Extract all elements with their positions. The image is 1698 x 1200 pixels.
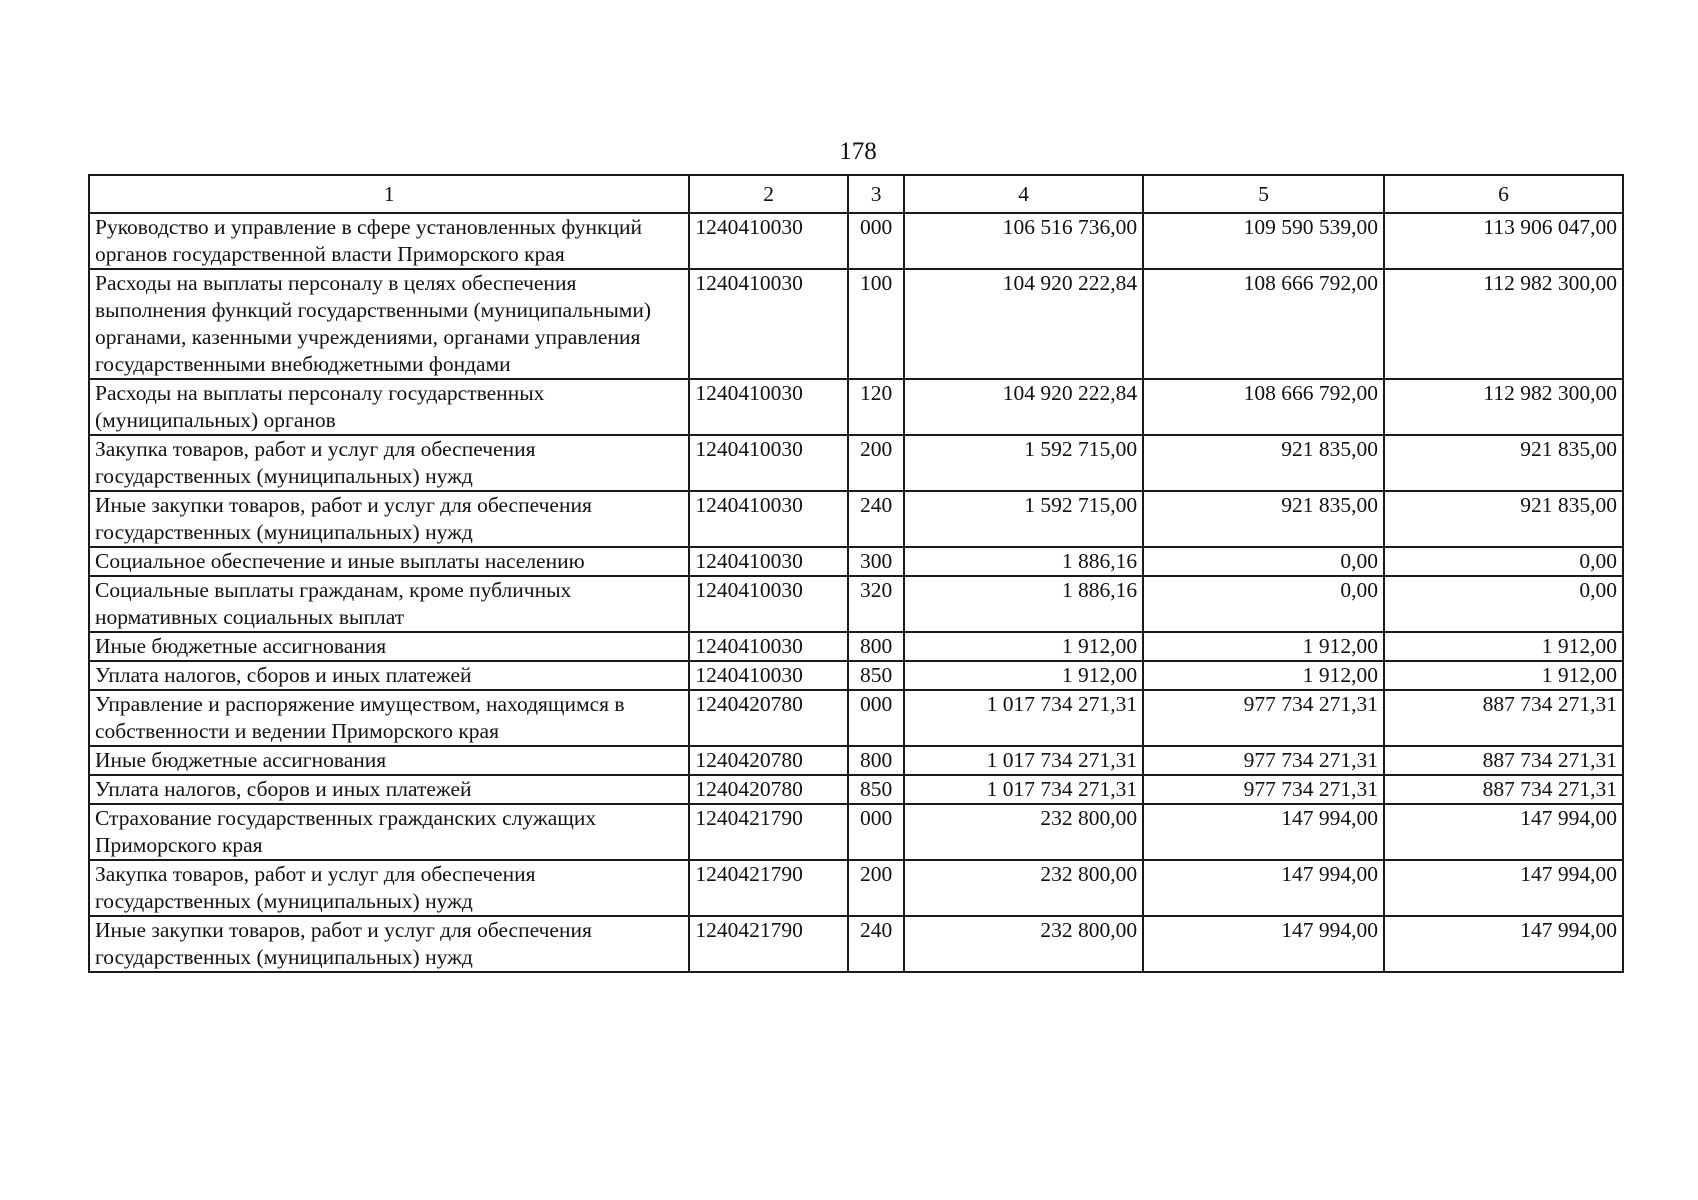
expense-type-cell: 320 — [848, 576, 904, 632]
amount-col6-cell: 113 906 047,00 — [1384, 213, 1623, 269]
amount-col6-cell: 147 994,00 — [1384, 860, 1623, 916]
row-name-cell: Закупка товаров, работ и услуг для обеспечения государственных (муниципальных) нужд — [89, 435, 689, 491]
expense-type-cell: 100 — [848, 269, 904, 379]
expense-type-cell: 200 — [848, 860, 904, 916]
column-header: 4 — [904, 175, 1143, 213]
row-name-cell: Уплата налогов, сборов и иных платежей — [89, 661, 689, 690]
expense-type-cell: 240 — [848, 491, 904, 547]
table-row — [89, 860, 1623, 916]
amount-col6-cell: 887 734 271,31 — [1384, 690, 1623, 746]
row-name-cell: Иные закупки товаров, работ и услуг для обеспечения государственных (муниципальных) нужд — [89, 916, 689, 972]
row-name-cell: Иные бюджетные ассигнования — [89, 632, 689, 661]
amount-col5-cell: 977 734 271,31 — [1143, 775, 1384, 804]
table-row — [89, 213, 1623, 269]
row-name-cell: Управление и распоряжение имуществом, находящимся в собственности и ведении Приморского края — [89, 690, 689, 746]
row-name-cell: Иные бюджетные ассигнования — [89, 746, 689, 775]
amount-col5-cell: 147 994,00 — [1143, 916, 1384, 972]
row-name-cell: Иные закупки товаров, работ и услуг для обеспечения государственных (муниципальных) нужд — [89, 491, 689, 547]
amount-col6-cell: 0,00 — [1384, 576, 1623, 632]
row-name-cell: Социальное обеспечение и иные выплаты населению — [89, 547, 689, 576]
expense-type-cell: 120 — [848, 379, 904, 435]
amount-col6-cell: 1 912,00 — [1384, 632, 1623, 661]
amount-col4-cell: 232 800,00 — [904, 804, 1143, 860]
amount-col4-cell: 1 592 715,00 — [904, 435, 1143, 491]
amount-col4-cell: 1 017 734 271,31 — [904, 690, 1143, 746]
amount-col6-cell: 147 994,00 — [1384, 804, 1623, 860]
table-row — [89, 690, 1623, 746]
table-row — [89, 916, 1623, 972]
amount-col6-cell: 921 835,00 — [1384, 491, 1623, 547]
expense-type-cell: 850 — [848, 661, 904, 690]
target-article-cell: 1240410030 — [689, 491, 848, 547]
column-header: 3 — [848, 175, 904, 213]
target-article-cell: 1240410030 — [689, 269, 848, 379]
expense-type-cell: 240 — [848, 916, 904, 972]
target-article-cell: 1240410030 — [689, 661, 848, 690]
amount-col4-cell: 104 920 222,84 — [904, 269, 1143, 379]
target-article-cell: 1240420780 — [689, 746, 848, 775]
table-row — [89, 632, 1623, 661]
target-article-cell: 1240421790 — [689, 860, 848, 916]
amount-col6-cell: 112 982 300,00 — [1384, 269, 1623, 379]
table-row — [89, 435, 1623, 491]
amount-col4-cell: 1 592 715,00 — [904, 491, 1143, 547]
amount-col6-cell: 887 734 271,31 — [1384, 775, 1623, 804]
table-row — [89, 746, 1623, 775]
amount-col6-cell: 0,00 — [1384, 547, 1623, 576]
amount-col6-cell: 147 994,00 — [1384, 916, 1623, 972]
amount-col4-cell: 1 886,16 — [904, 576, 1143, 632]
amount-col4-cell: 106 516 736,00 — [904, 213, 1143, 269]
table-row — [89, 491, 1623, 547]
column-header-row — [89, 175, 1623, 213]
row-name-cell: Расходы на выплаты персоналу в целях обеспечения выполнения функций государственными (муниципальными) органами, казенными учреждениями, органами управления государственными внебюджетными фондами — [89, 269, 689, 379]
row-name-cell: Уплата налогов, сборов и иных платежей — [89, 775, 689, 804]
row-name-cell: Расходы на выплаты персоналу государственных (муниципальных) органов — [89, 379, 689, 435]
amount-col5-cell: 921 835,00 — [1143, 435, 1384, 491]
table-row — [89, 576, 1623, 632]
amount-col6-cell: 887 734 271,31 — [1384, 746, 1623, 775]
amount-col4-cell: 1 912,00 — [904, 661, 1143, 690]
target-article-cell: 1240410030 — [689, 632, 848, 661]
amount-col5-cell: 1 912,00 — [1143, 632, 1384, 661]
target-article-cell: 1240410030 — [689, 379, 848, 435]
target-article-cell: 1240421790 — [689, 804, 848, 860]
column-header: 2 — [689, 175, 848, 213]
expense-type-cell: 200 — [848, 435, 904, 491]
amount-col5-cell: 977 734 271,31 — [1143, 690, 1384, 746]
row-name-cell: Страхование государственных гражданских служащих Приморского края — [89, 804, 689, 860]
target-article-cell: 1240421790 — [689, 916, 848, 972]
target-article-cell: 1240420780 — [689, 690, 848, 746]
amount-col6-cell: 1 912,00 — [1384, 661, 1623, 690]
amount-col5-cell: 921 835,00 — [1143, 491, 1384, 547]
table-row — [89, 379, 1623, 435]
budget-table — [88, 174, 1624, 973]
amount-col4-cell: 1 912,00 — [904, 632, 1143, 661]
row-name-cell: Руководство и управление в сфере установленных функций органов государственной власти Приморского края — [89, 213, 689, 269]
expense-type-cell: 000 — [848, 804, 904, 860]
table-row — [89, 804, 1623, 860]
table-row — [89, 775, 1623, 804]
column-header: 6 — [1384, 175, 1623, 213]
amount-col4-cell: 1 886,16 — [904, 547, 1143, 576]
amount-col4-cell: 104 920 222,84 — [904, 379, 1143, 435]
amount-col5-cell: 108 666 792,00 — [1143, 379, 1384, 435]
target-article-cell: 1240410030 — [689, 576, 848, 632]
target-article-cell: 1240420780 — [689, 775, 848, 804]
row-name-cell: Социальные выплаты гражданам, кроме публичных нормативных социальных выплат — [89, 576, 689, 632]
target-article-cell: 1240410030 — [689, 213, 848, 269]
amount-col6-cell: 921 835,00 — [1384, 435, 1623, 491]
expense-type-cell: 850 — [848, 775, 904, 804]
table-row — [89, 547, 1623, 576]
amount-col5-cell: 108 666 792,00 — [1143, 269, 1384, 379]
expense-type-cell: 800 — [848, 746, 904, 775]
expense-type-cell: 000 — [848, 690, 904, 746]
amount-col4-cell: 1 017 734 271,31 — [904, 746, 1143, 775]
amount-col4-cell: 232 800,00 — [904, 916, 1143, 972]
amount-col5-cell: 109 590 539,00 — [1143, 213, 1384, 269]
target-article-cell: 1240410030 — [689, 435, 848, 491]
amount-col6-cell: 112 982 300,00 — [1384, 379, 1623, 435]
amount-col5-cell: 147 994,00 — [1143, 804, 1384, 860]
amount-col4-cell: 1 017 734 271,31 — [904, 775, 1143, 804]
row-name-cell: Закупка товаров, работ и услуг для обеспечения государственных (муниципальных) нужд — [89, 860, 689, 916]
amount-col5-cell: 147 994,00 — [1143, 860, 1384, 916]
page-number: 178 — [839, 138, 877, 165]
column-header: 1 — [89, 175, 689, 213]
expense-type-cell: 800 — [848, 632, 904, 661]
amount-col4-cell: 232 800,00 — [904, 860, 1143, 916]
table-row — [89, 269, 1623, 379]
expense-type-cell: 000 — [848, 213, 904, 269]
target-article-cell: 1240410030 — [689, 547, 848, 576]
amount-col5-cell: 0,00 — [1143, 576, 1384, 632]
amount-col5-cell: 0,00 — [1143, 547, 1384, 576]
amount-col5-cell: 1 912,00 — [1143, 661, 1384, 690]
expense-type-cell: 300 — [848, 547, 904, 576]
column-header: 5 — [1143, 175, 1384, 213]
amount-col5-cell: 977 734 271,31 — [1143, 746, 1384, 775]
table-row — [89, 661, 1623, 690]
